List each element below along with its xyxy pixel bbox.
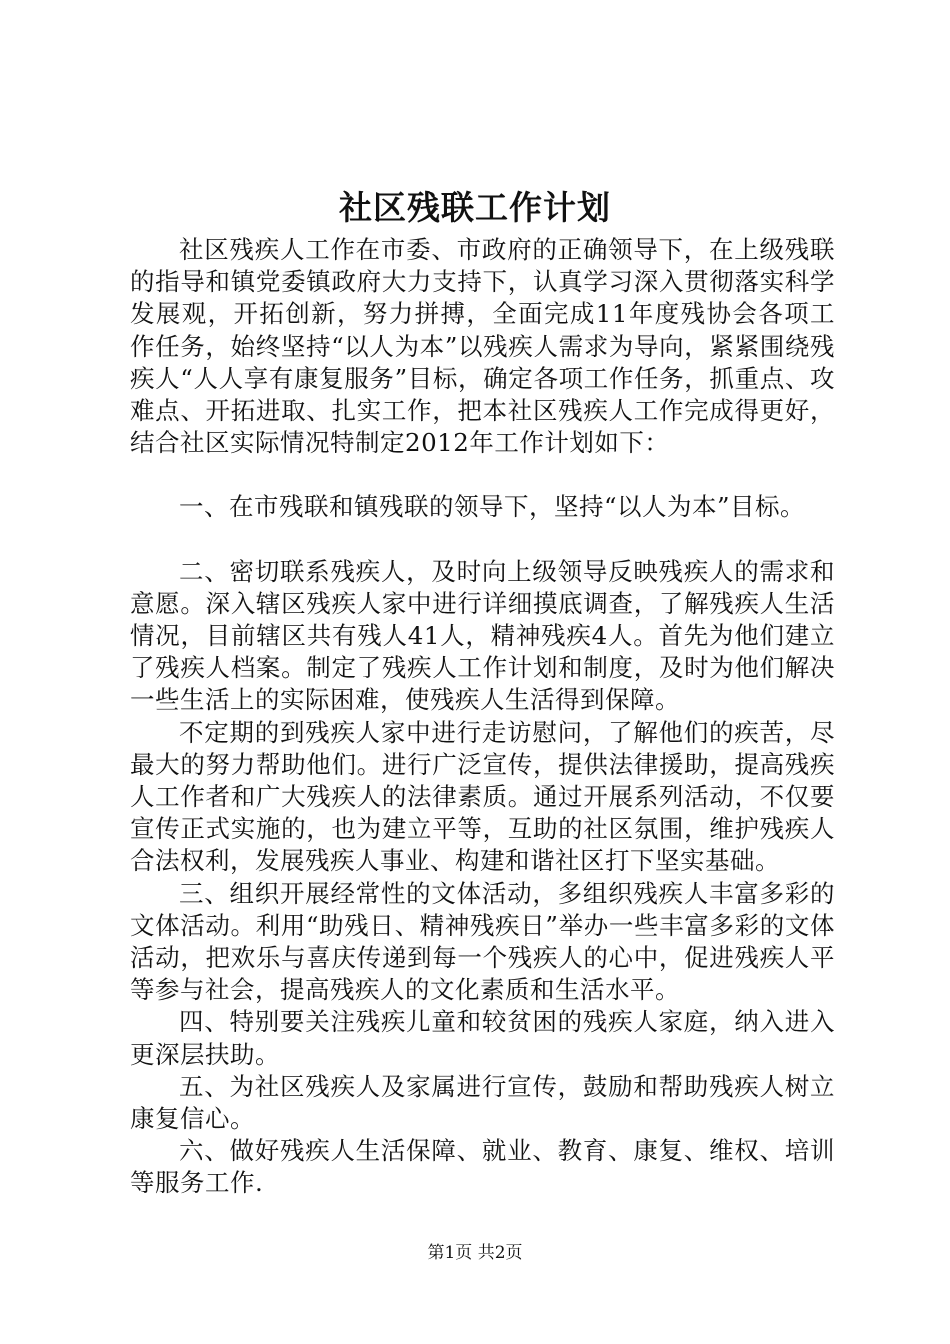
paragraph-item-1: 一、在市残联和镇残联的领导下，坚持“以人为本”目标。 <box>179 492 806 522</box>
paragraph-spacer <box>130 459 835 491</box>
paragraph-spacer <box>130 524 835 556</box>
paragraph-item-5: 五、为社区残疾人及家属进行宣传，鼓励和帮助残疾人树立康复信心。 <box>130 1071 835 1134</box>
paragraph-item-4: 四、特别要关注残疾儿童和较贫困的残疾人家庭，纳入进入更深层扶助。 <box>130 1007 835 1069</box>
page-number-footer: 第1页 共2页 <box>427 1243 523 1263</box>
paragraph-item-2: 二、密切联系残疾人，及时向上级领导反映残疾人的需求和意愿。深入辖区残疾人家中进行详细摸底调查，了解残疾人生活情况，目前辖区共有残人41人，精神残疾4人。首先为他们建立了残疾人档案。制定了残疾人工作计划和制度，及时为他们解决一些生活上的实际困难，使残疾人生活得到保障。 <box>130 556 835 715</box>
paragraph-item-6: 六、做好残疾人生活保障、就业、教育、康复、维权、培训等服务工作. <box>130 1136 835 1198</box>
paragraph-intro: 社区残疾人工作在市委、市政府的正确领导下，在上级残联的指导和镇党委镇政府大力支持下，认真学习深入贯彻落实科学发展观，开拓创新，努力拼搏，全面完成11年度残协会各项工作任务，始终坚持“以人为本”以残疾人需求为导向，紧紧围绕残疾人“人人享有康复服务”目标，确定各项工作任务，抓重点、攻难点、开拓进取、扎实工作，把本社区残疾人工作完成得更好，结合社区实际情况特制定2012年工作计划如下： <box>130 235 835 458</box>
document-body <box>130 234 835 1200</box>
paragraph-item-2-continued: 不定期的到残疾人家中进行走访慰问，了解他们的疾苦，尽最大的努力帮助他们。进行广泛宣传，提供法律援助，提高残疾人工作者和广大残疾人的法律素质。通过开展系列活动，不仅要宣传正式实施的，也为建立平等，互助的社区氛围，维护残疾人合法权利，发展残疾人事业、构建和谐社区打下坚实基础。 <box>130 717 835 876</box>
paragraph-item-3: 三、组织开展经常性的文体活动，多组织残疾人丰富多彩的文体活动。利用“助残日、精神残疾日”举办一些丰富多彩的文体活动，把欢乐与喜庆传递到每一个残疾人的心中，促进残疾人平等参与社会，提高残疾人的文化素质和生活水平。 <box>130 878 835 1005</box>
document-title: 社区残联工作计划 <box>339 188 611 227</box>
